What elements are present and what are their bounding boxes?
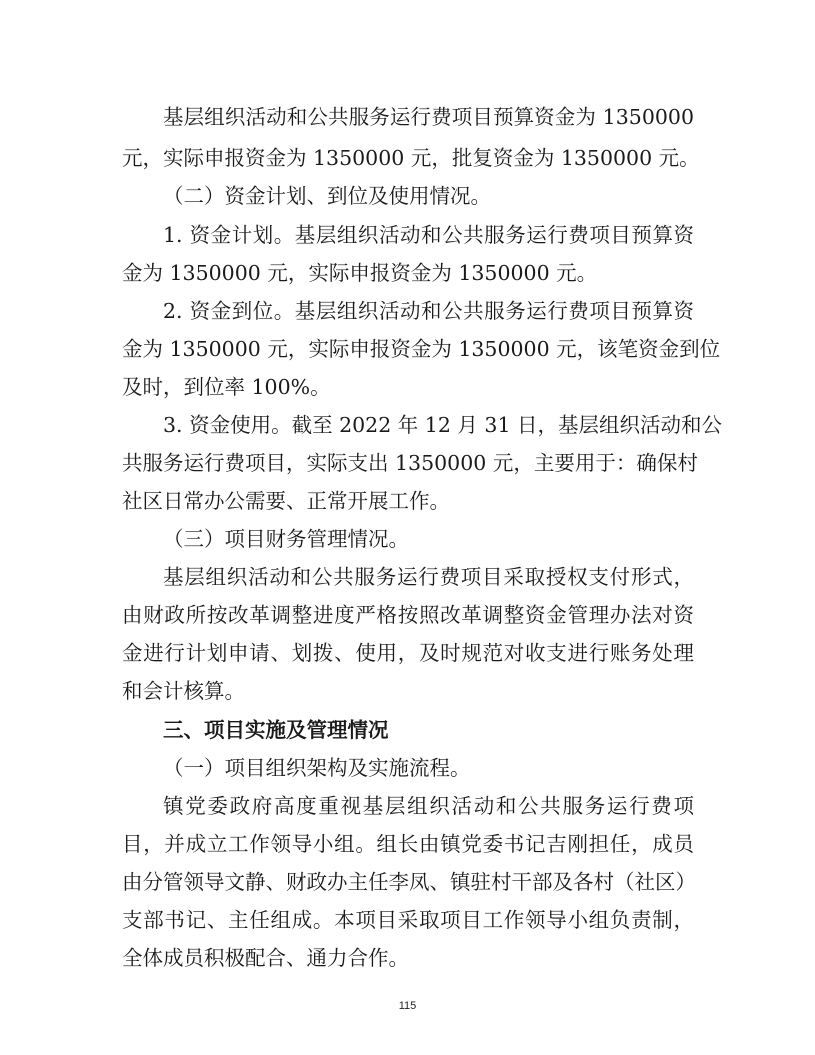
paragraph-line-22: 支部书记、主任组成。本项目采取项目工作领导小组负责制， xyxy=(122,908,694,932)
section-heading-finance-management: （三）项目财务管理情况。 xyxy=(163,527,409,551)
page-number: 115 xyxy=(398,1000,417,1012)
paragraph-line-19: 镇党委政府高度重视基层组织活动和公共服务运行费项 xyxy=(163,794,694,818)
paragraph-line-10: 共服务运行费项目，实际支出 1350000 元，主要用于：确保村 xyxy=(122,451,698,475)
paragraph-line-21: 由分管领导文静、财政办主任李凤、镇驻村干部及各村（社区） xyxy=(122,870,696,894)
paragraph-line-9: 3. 资金使用。截至 2022 年 12 月 31 日，基层组织活动和公 xyxy=(163,413,723,437)
chapter-heading-implementation: 三、项目实施及管理情况 xyxy=(163,718,389,742)
paragraph-line-15: 金进行计划申请、划拨、使用，及时规范对收支进行账务处理 xyxy=(122,641,694,665)
paragraph-line-13: 基层组织活动和公共服务运行费项目采取授权支付形式， xyxy=(163,565,694,589)
paragraph-line-8: 及时，到位率 100%。 xyxy=(122,375,331,399)
paragraph-line-6: 2. 资金到位。基层组织活动和公共服务运行费项目预算资 xyxy=(163,299,694,323)
paragraph-line-2: 元，实际申报资金为 1350000 元，批复资金为 1350000 元。 xyxy=(122,146,700,170)
paragraph-line-14: 由财政所按改革调整进度严格按照改革调整资金管理办法对资 xyxy=(122,603,694,627)
section-heading-funds-plan: （二）资金计划、到位及使用情况。 xyxy=(163,184,491,208)
paragraph-line-20: 目，并成立工作领导小组。组长由镇党委书记吉刚担任，成员 xyxy=(122,832,694,856)
section-heading-organization: （一）项目组织架构及实施流程。 xyxy=(163,756,471,780)
paragraph-line-7: 金为 1350000 元，实际申报资金为 1350000 元，该笔资金到位 xyxy=(122,337,721,361)
paragraph-line-23: 全体成员积极配合、通力合作。 xyxy=(122,946,409,970)
paragraph-line-16: 和会计核算。 xyxy=(122,679,245,703)
paragraph-line-5: 金为 1350000 元，实际申报资金为 1350000 元。 xyxy=(122,261,598,285)
paragraph-line-11: 社区日常办公需要、正常开展工作。 xyxy=(122,489,450,513)
paragraph-line-4: 1. 资金计划。基层组织活动和公共服务运行费项目预算资 xyxy=(163,223,694,247)
paragraph-line-1: 基层组织活动和公共服务运行费项目预算资金为 1350000 xyxy=(163,105,694,129)
